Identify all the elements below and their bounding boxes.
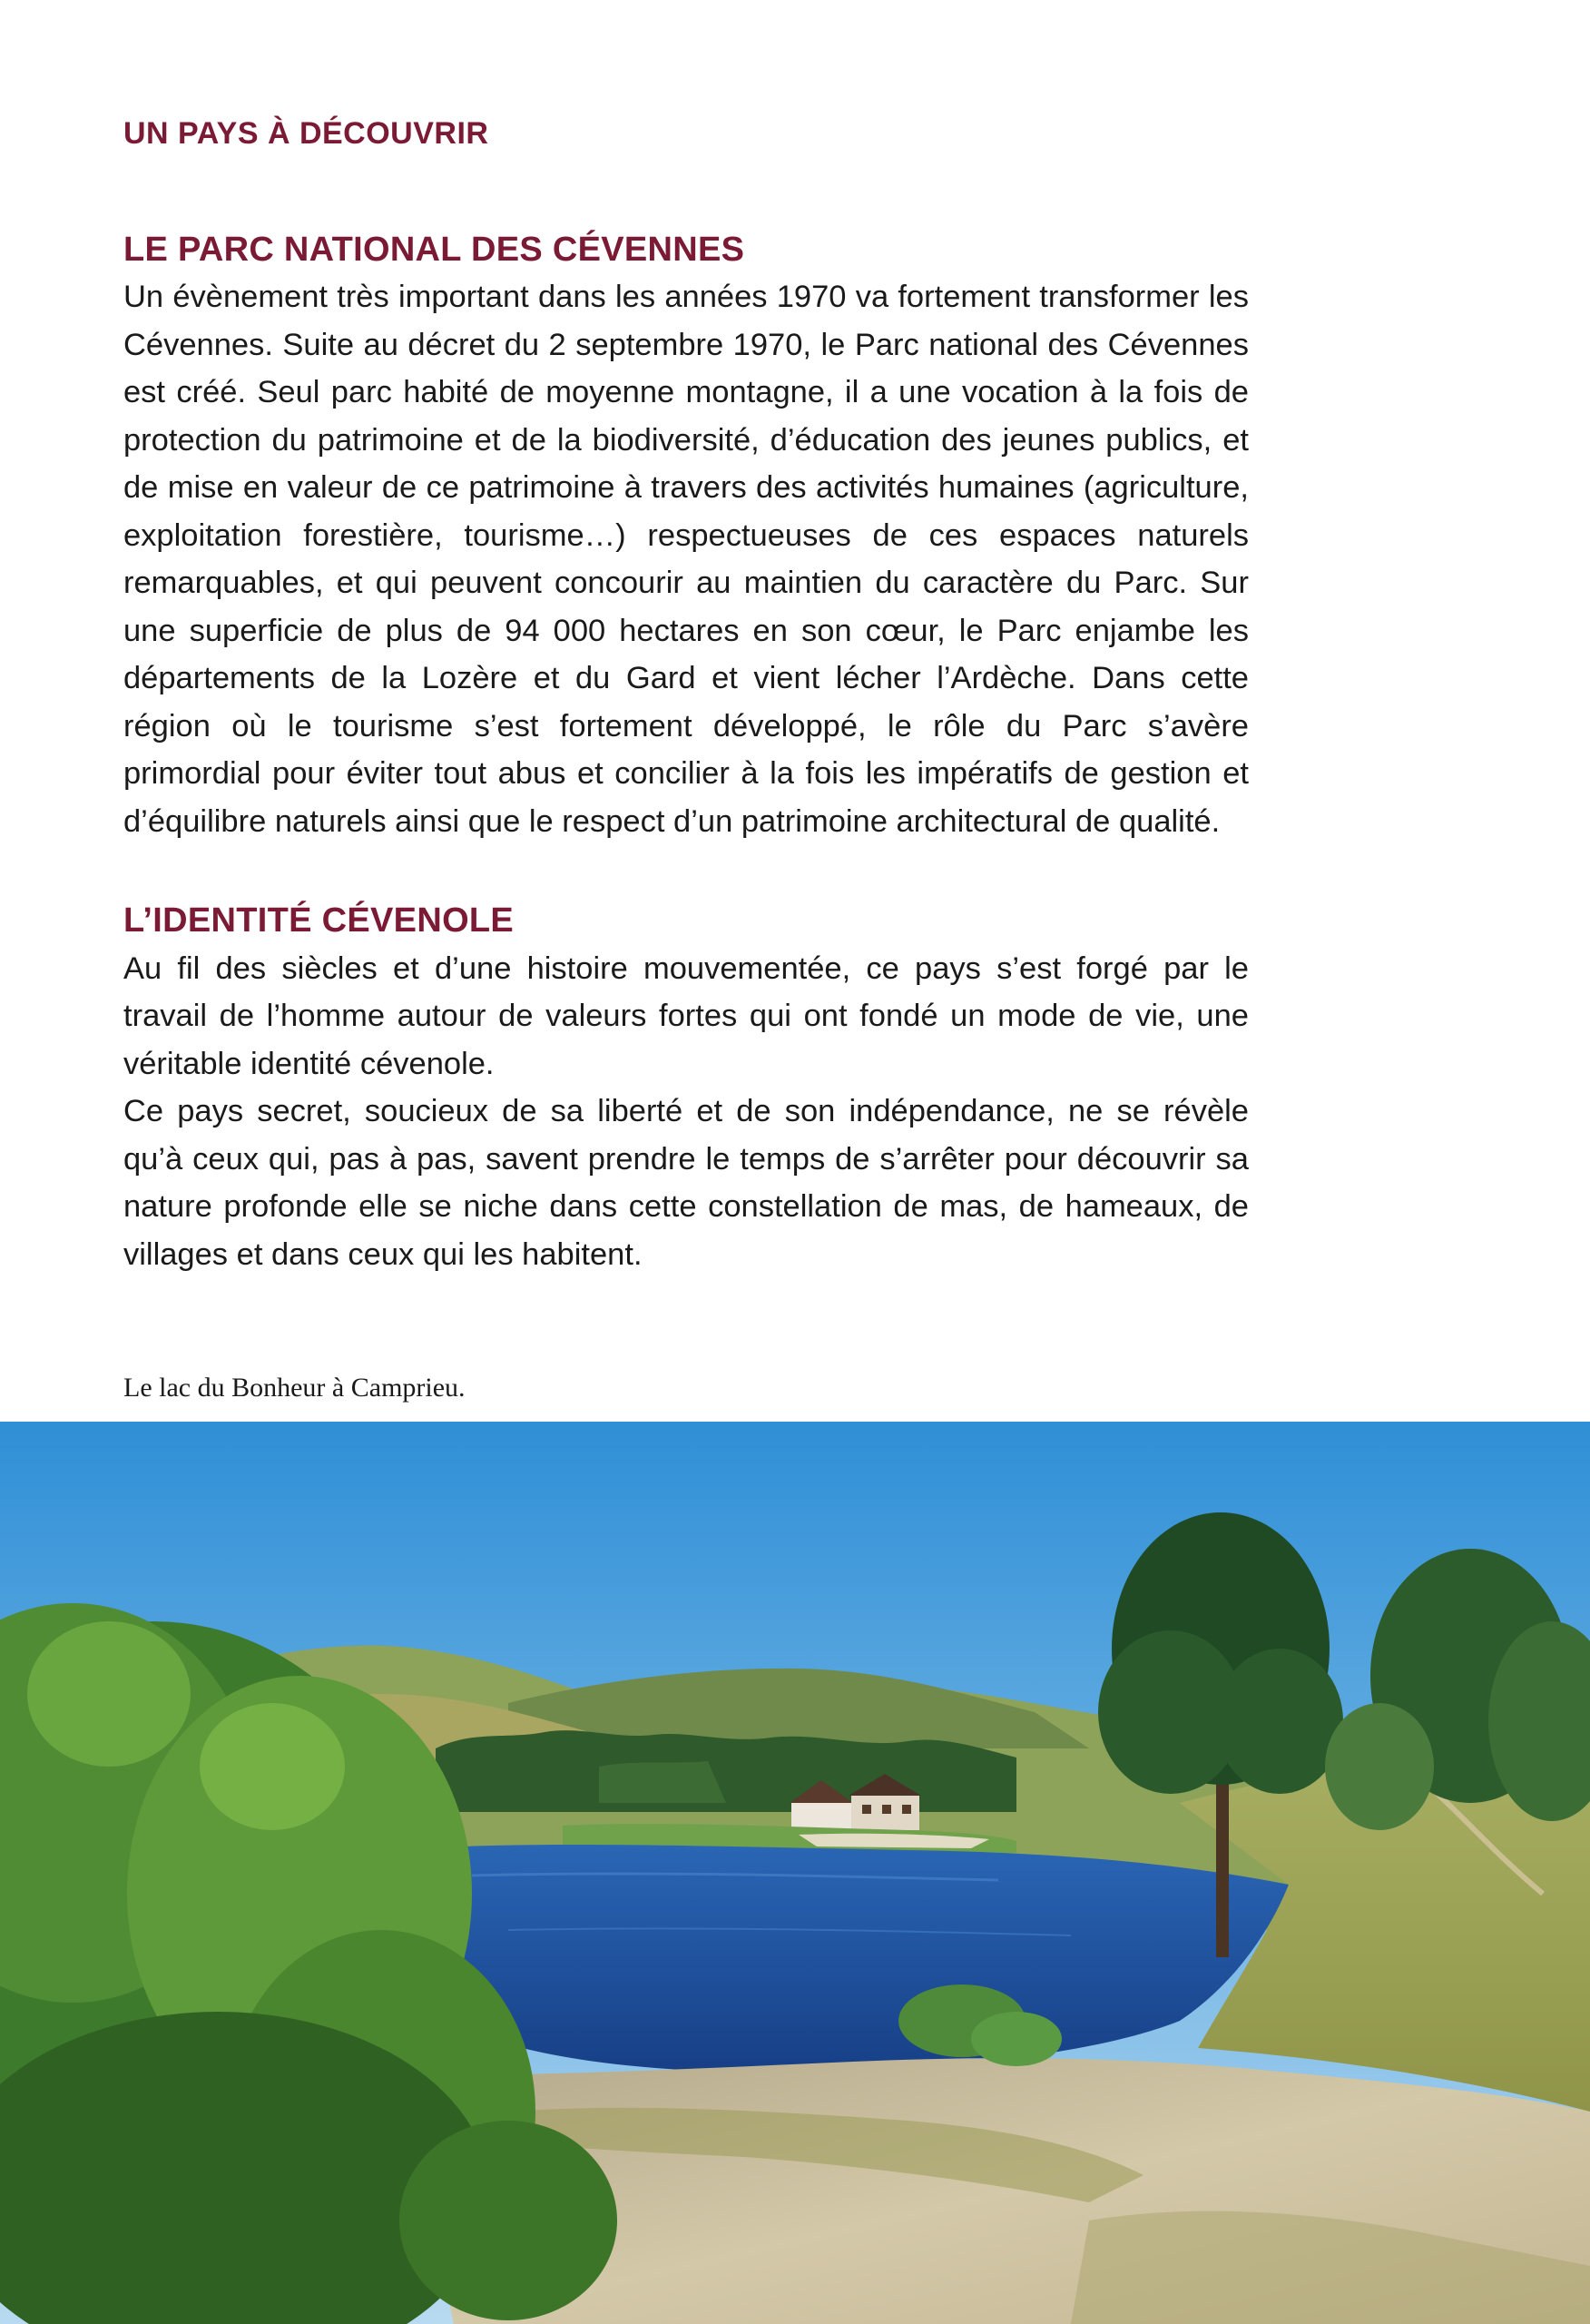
chapter-kicker: UN PAYS À DÉCOUVRIR [123, 116, 489, 151]
photo-caption: Le lac du Bonheur à Camprieu. [123, 1373, 466, 1403]
section-identite-cevenole [123, 898, 1249, 1278]
article-body [123, 227, 1249, 1278]
section-heading: LE PARC NATIONAL DES CÉVENNES [123, 231, 745, 269]
paragraph: Ce pays secret, soucieux de sa liberté et de son indépendance, ne se révèle qu’à ceux qui, pas à pas, savent prendre le temps de s’arrêter pour découvrir sa nature profonde elle se niche dans cette constellation de mas, de hameaux, de villages et dans ceux qui les habitent. [123, 1094, 1249, 1272]
section-parc-national [123, 227, 1249, 845]
paragraph: Au fil des siècles et d’une histoire mouvementée, ce pays s’est forgé par le travail de l’homme autour de valeurs fortes qui ont fondé un mode de vie, une véritable identité cévenole. [123, 950, 1249, 1081]
paragraph: Un évènement très important dans les années 1970 va fortement transformer les Cévennes. Suite au décret du 2 septembre 1970, le Parc national des Cévennes est créé. Seul parc habité de moyenne montagne, il a une vocation à la fois de protection du patrimoine et de la biodiversité, d’éducation des jeunes publics, et de mise en valeur de ce patrimoine à travers des activités humaines (agriculture, exploitation forestière, tourisme…) respectueuses de ces espaces naturels remarquables, et qui peuvent concourir au maintien du caractère du Parc. Sur une superficie de plus de 94 000 hectares en son cœur, le Parc enjambe les départements de la Lozère et du Gard et vient lécher l’Ardèche. Dans cette région où le tourisme s’est fortement développé, le rôle du Parc s’avère primordial pour éviter tout abus et concilier à la fois les impératifs de gestion et d’équilibre naturels ainsi que le respect d’un patrimoine architectural de qualité. [123, 280, 1249, 839]
lake-landscape-photo [0, 1422, 1590, 2324]
section-heading: L’IDENTITÉ CÉVENOLE [123, 901, 515, 940]
